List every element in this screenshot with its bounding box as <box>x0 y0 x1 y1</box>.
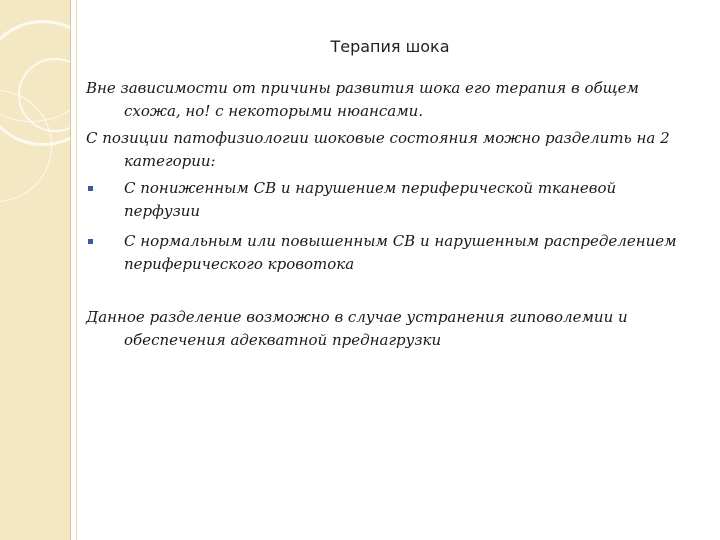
slide-title: Терапия шока <box>330 37 450 56</box>
slide-body <box>86 77 686 356</box>
bullet-item <box>86 230 686 276</box>
paragraph-conclusion: Данное разделение возможно в случае устранения гиповолемии и обеспечения адекватной преднагрузки <box>86 308 628 349</box>
paragraph-intro: Вне зависимости от причины развития шока его терапия в общем схожа, но! с некоторыми нюансами. <box>86 79 639 120</box>
decorative-sidebar <box>0 0 70 540</box>
bullet-item <box>86 177 686 223</box>
bullet-text: С нормальным или повышенным СВ и нарушенным распределением периферического кровотока <box>124 232 677 273</box>
sidebar-divider <box>70 0 71 540</box>
bullet-text: С пониженным СВ и нарушением периферической тканевой перфузии <box>124 179 617 220</box>
paragraph-categories: С позиции патофизиологии шоковые состояния можно разделить на 2 категории: <box>86 129 670 170</box>
square-bullet-icon <box>88 186 93 191</box>
sidebar-divider <box>76 0 77 540</box>
square-bullet-icon <box>88 239 93 244</box>
